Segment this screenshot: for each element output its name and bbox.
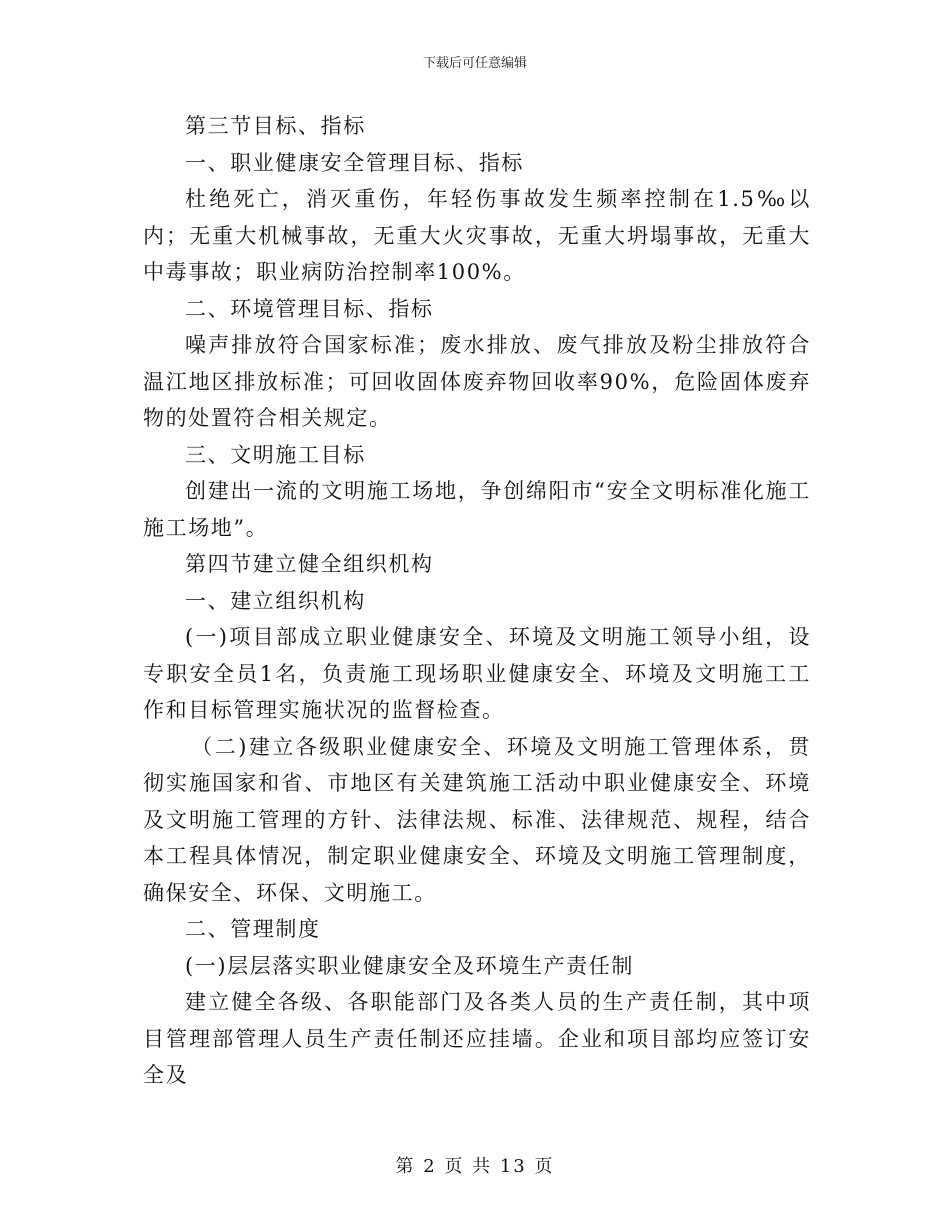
body-paragraph: 建立健全各级、各职能部门及各类人员的生产责任制，其中项目管理部管理人员生产责任制还应挂墙。企业和项目部均应签订安全及 (143, 990, 811, 1087)
item-heading: (一)层层落实职业健康安全及环境生产责任制 (185, 953, 634, 978)
body-paragraph: (一)项目部成立职业健康安全、环境及文明施工领导小组，设专职安全员1名，负责施工现场职业健康安全、环境及文明施工工作和目标管理实施状况的监督检查。 (143, 625, 811, 722)
document-body (143, 108, 811, 1094)
page-header: 下载后可任意编辑 (422, 56, 527, 71)
subsection-heading: 一、建立组织机构 (185, 588, 366, 613)
body-paragraph: 创建出一流的文明施工场地，争创绵阳市“安全文明标准化施工施工场地”。 (143, 479, 811, 540)
body-paragraph: 杜绝死亡，消灭重伤，年轻伤事故发生频率控制在1.5‰以内；无重大机械事故，无重大火灾事故，无重大坍塌事故，无重大中毒事故；职业病防治控制率100%。 (143, 187, 811, 284)
section-heading: 第三节目标、指标 (185, 114, 366, 138)
body-paragraph: 噪声排放符合国家标准；废水排放、废气排放及粉尘排放符合温江地区排放标准；可回收固体废弃物回收率90%，危险固体废弃物的处置符合相关规定。 (143, 333, 811, 430)
subsection-heading: 一、职业健康安全管理目标、指标 (185, 150, 524, 175)
subsection-heading: 三、文明施工目标 (185, 442, 366, 467)
subsection-heading: 二、环境管理目标、指标 (185, 296, 434, 321)
page-footer: 第 2 页 共 13 页 (395, 1156, 555, 1177)
body-paragraph: （二)建立各级职业健康安全、环境及文明施工管理体系，贯彻实施国家和省、市地区有关建筑施工活动中职业健康安全、环境及文明施工管理的方针、法律法规、标准、法律规范、规程，结合本工程具体情况，制定职业健康安全、环境及文明施工管理制度，确保安全、环保、文明施工。 (143, 734, 811, 905)
subsection-heading: 二、管理制度 (185, 917, 321, 941)
section-heading: 第四节建立健全组织机构 (185, 552, 434, 576)
